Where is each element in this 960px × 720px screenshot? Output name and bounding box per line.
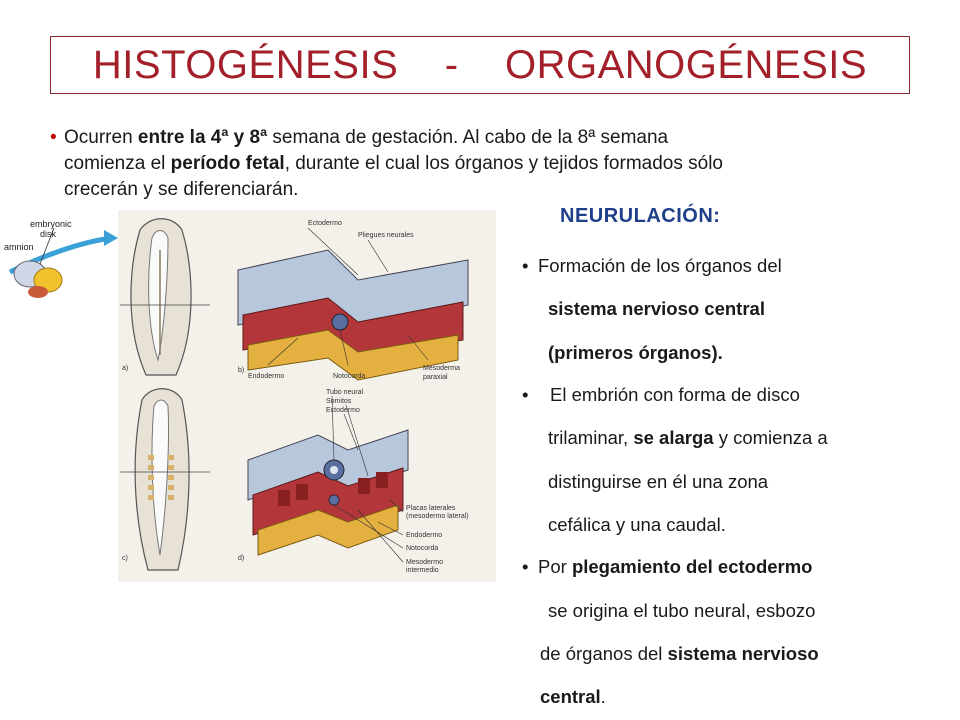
- label-endodermo-2: Endodermo: [406, 532, 443, 539]
- bullet-icon: •: [50, 127, 57, 148]
- panel-a-label: a): [122, 365, 129, 372]
- label-notocorda-2: Notocorda: [406, 545, 439, 552]
- b3-line-1: Por plegamiento del ectodermo: [538, 556, 813, 577]
- panel-a-embryo: [120, 219, 210, 375]
- embryo-body: [28, 286, 48, 298]
- slide-title: HISTOGÉNESIS - ORGANOGÉNESIS: [92, 43, 868, 87]
- label-pliegues: Pliegues neurales: [358, 232, 414, 239]
- intro-paragraph: [50, 125, 910, 203]
- intro-line-1: Ocurren entre la 4ª y 8ª semana de gestación. Al cabo de la 8ª semana: [64, 127, 669, 148]
- embryo-inset-illustration: [0, 212, 120, 307]
- bullet-3: •: [522, 556, 529, 577]
- label-mesodermo-paraxial: Mesoderma: [423, 365, 460, 372]
- label-ectodermo: Ectodermo: [308, 220, 342, 227]
- label-tubo-neural: Tubo neural: [326, 389, 364, 396]
- intro-line-3: crecerán y se diferenciarán.: [64, 179, 299, 200]
- label-placas-laterales-2: (mesodermo lateral): [406, 513, 469, 520]
- bullet-2: •: [522, 384, 529, 405]
- b2-line-3: distinguirse en él una zona: [548, 471, 769, 492]
- inset-label-disk: disk: [40, 229, 57, 239]
- intro-line-2: comienza el período fetal, durante el cual los órganos y tejidos formados sólo: [64, 153, 723, 174]
- b2-line-4: cefálica y una caudal.: [548, 514, 726, 535]
- panel-c-label: c): [122, 555, 128, 562]
- label-mesodermo-paraxial-2: paraxial: [423, 374, 448, 381]
- b3-line-4: central.: [540, 686, 606, 707]
- label-notocorda: Notocorda: [333, 373, 366, 380]
- bullet-1: •: [522, 255, 529, 276]
- panel-c-embryo: [120, 389, 210, 570]
- inset-label-embryonic: embryonic: [30, 219, 72, 229]
- b1-line-2: sistema nervioso central: [548, 298, 765, 319]
- b1-line-3: (primeros órganos).: [548, 342, 723, 363]
- title-box: [50, 36, 910, 94]
- panel-b-section: [238, 220, 468, 381]
- label-placas-laterales: Placas laterales: [406, 505, 456, 512]
- label-ectodermo-2: Ectodermo: [326, 407, 360, 414]
- panel-d-label: d): [238, 555, 245, 562]
- label-mesodermo-intermedio-2: intermedio: [406, 567, 439, 574]
- panel-d-section: [238, 389, 469, 574]
- b2-line-2: trilaminar, se alarga y comienza a: [548, 427, 828, 448]
- label-mesodermo-intermedio: Mesodermo: [406, 559, 443, 566]
- neurulation-figure: [118, 210, 496, 582]
- b3-line-3: de órganos del sistema nervioso: [540, 643, 819, 664]
- panel-b-label: b): [238, 367, 245, 374]
- inset-label-amnion: amnion: [4, 242, 34, 252]
- arrow-icon: [104, 230, 118, 246]
- label-somitos: Somitos: [326, 398, 352, 405]
- b3-line-2: se origina el tubo neural, esbozo: [548, 600, 816, 621]
- b2-line-1: El embrión con forma de disco: [550, 384, 800, 405]
- label-endodermo: Endodermo: [248, 373, 285, 380]
- b1-line-1: Formación de los órganos del: [538, 255, 782, 276]
- neurulacion-heading: NEURULACIÓN:: [560, 205, 721, 227]
